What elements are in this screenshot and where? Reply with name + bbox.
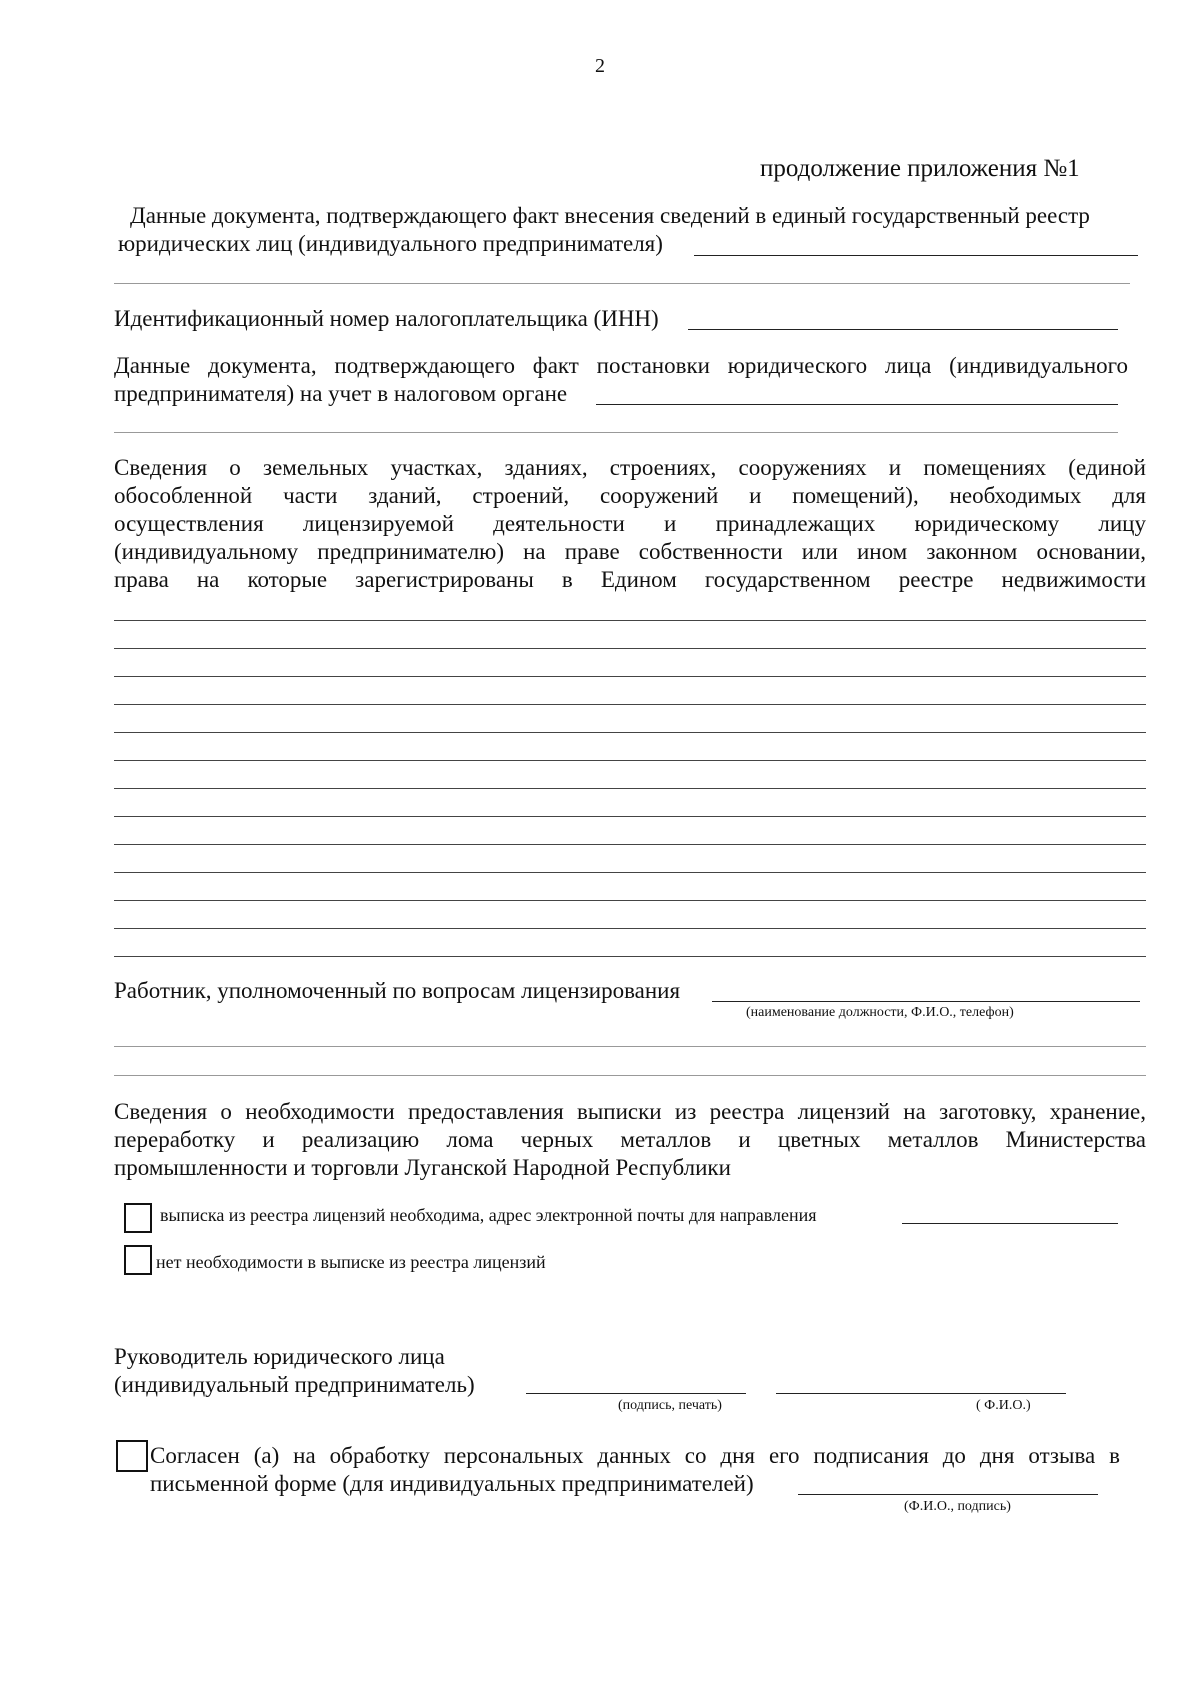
property-line: Сведения о земельных участках, зданиях, строениях, сооружениях и помещениях (единой (114, 455, 1146, 480)
egrul-label-line1: Данные документа, подтверждающего факт внесения сведений в единый государственный реестр (130, 203, 1090, 228)
inn-input-field[interactable] (688, 329, 1118, 330)
employee-hint: (наименование должности, Ф.И.О., телефон) (746, 1005, 1014, 1020)
consent-label-line2: письменной форме (для индивидуальных предпринимателей) (150, 1471, 754, 1496)
extract-paragraph (114, 1098, 1146, 1182)
extract-not-needed-label: нет необходимости в выписке из реестра лицензий (156, 1252, 546, 1272)
employee-blank-line[interactable] (114, 1046, 1146, 1047)
extract-needed-label: выписка из реестра лицензий необходима, адрес электронной почты для направления (160, 1205, 817, 1225)
tax-input-field[interactable] (596, 404, 1118, 405)
egrul-continuation-line[interactable] (114, 283, 1130, 284)
property-blank-line[interactable] (114, 760, 1146, 761)
property-line: обособленной части зданий, строений, сооружений и помещений), необходимых для (114, 483, 1146, 508)
property-blank-line[interactable] (114, 900, 1146, 901)
property-blank-line[interactable] (114, 620, 1146, 621)
property-blank-line[interactable] (114, 844, 1146, 845)
property-blank-line[interactable] (114, 956, 1146, 957)
property-line: (индивидуальному предпринимателю) на праве собственности или ином законном основании, (114, 539, 1146, 564)
consent-hint: (Ф.И.О., подпись) (904, 1499, 1011, 1514)
consent-signature-field[interactable] (798, 1494, 1098, 1495)
property-paragraph (114, 454, 1146, 594)
page-number: 2 (595, 55, 605, 77)
head-signature-field[interactable] (526, 1393, 746, 1394)
consent-label-line1: Согласен (а) на обработку персональных данных со дня его подписания до дня отзыва в (150, 1443, 1120, 1468)
property-blank-line[interactable] (114, 648, 1146, 649)
extract-line: Сведения о необходимости предоставления выписки из реестра лицензий на заготовку, хранение, (114, 1099, 1146, 1124)
tax-label-line2: предпринимателя) на учет в налоговом органе (114, 381, 568, 406)
property-blank-line[interactable] (114, 676, 1146, 677)
tax-continuation-line[interactable] (114, 432, 1118, 433)
property-blank-line[interactable] (114, 928, 1146, 929)
extract-line: переработку и реализацию лома черных металлов и цветных металлов Министерства (114, 1127, 1146, 1152)
tax-label-line1: Данные документа, подтверждающего факт постановки юридического лица (индивидуального (114, 353, 1128, 378)
extract-line: промышленности и торговли Луганской Народной Республики (114, 1155, 731, 1180)
extract-not-needed-checkbox[interactable] (124, 1245, 152, 1275)
property-blank-line[interactable] (114, 816, 1146, 817)
head-signature-hint: (подпись, печать) (618, 1398, 722, 1413)
property-blank-line[interactable] (114, 704, 1146, 705)
extract-needed-checkbox[interactable] (124, 1203, 152, 1233)
employee-label: Работник, уполномоченный по вопросам лицензирования (114, 978, 681, 1003)
head-label-line2: (индивидуальный предприниматель) (114, 1372, 475, 1397)
property-line: права на которые зарегистрированы в Едином государственном реестре недвижимости (114, 567, 1146, 592)
head-name-hint: ( Ф.И.О.) (976, 1398, 1031, 1413)
continuation-header: продолжение приложения №1 (760, 155, 1080, 182)
consent-checkbox[interactable] (116, 1440, 148, 1472)
egrul-input-field[interactable] (694, 255, 1138, 256)
email-input-field[interactable] (902, 1223, 1118, 1224)
head-name-field[interactable] (776, 1393, 1066, 1394)
inn-label: Идентификационный номер налогоплательщика (ИНН) (114, 306, 659, 331)
head-label-line1: Руководитель юридического лица (114, 1344, 445, 1369)
property-blank-line[interactable] (114, 732, 1146, 733)
property-line: осуществления лицензируемой деятельности и принадлежащих юридическому лицу (114, 511, 1146, 536)
property-blank-line[interactable] (114, 788, 1146, 789)
employee-input-field[interactable] (712, 1001, 1140, 1002)
property-blank-line[interactable] (114, 872, 1146, 873)
egrul-label-line2: юридических лиц (индивидуального предпринимателя) (118, 231, 663, 256)
employee-blank-line[interactable] (114, 1075, 1146, 1076)
